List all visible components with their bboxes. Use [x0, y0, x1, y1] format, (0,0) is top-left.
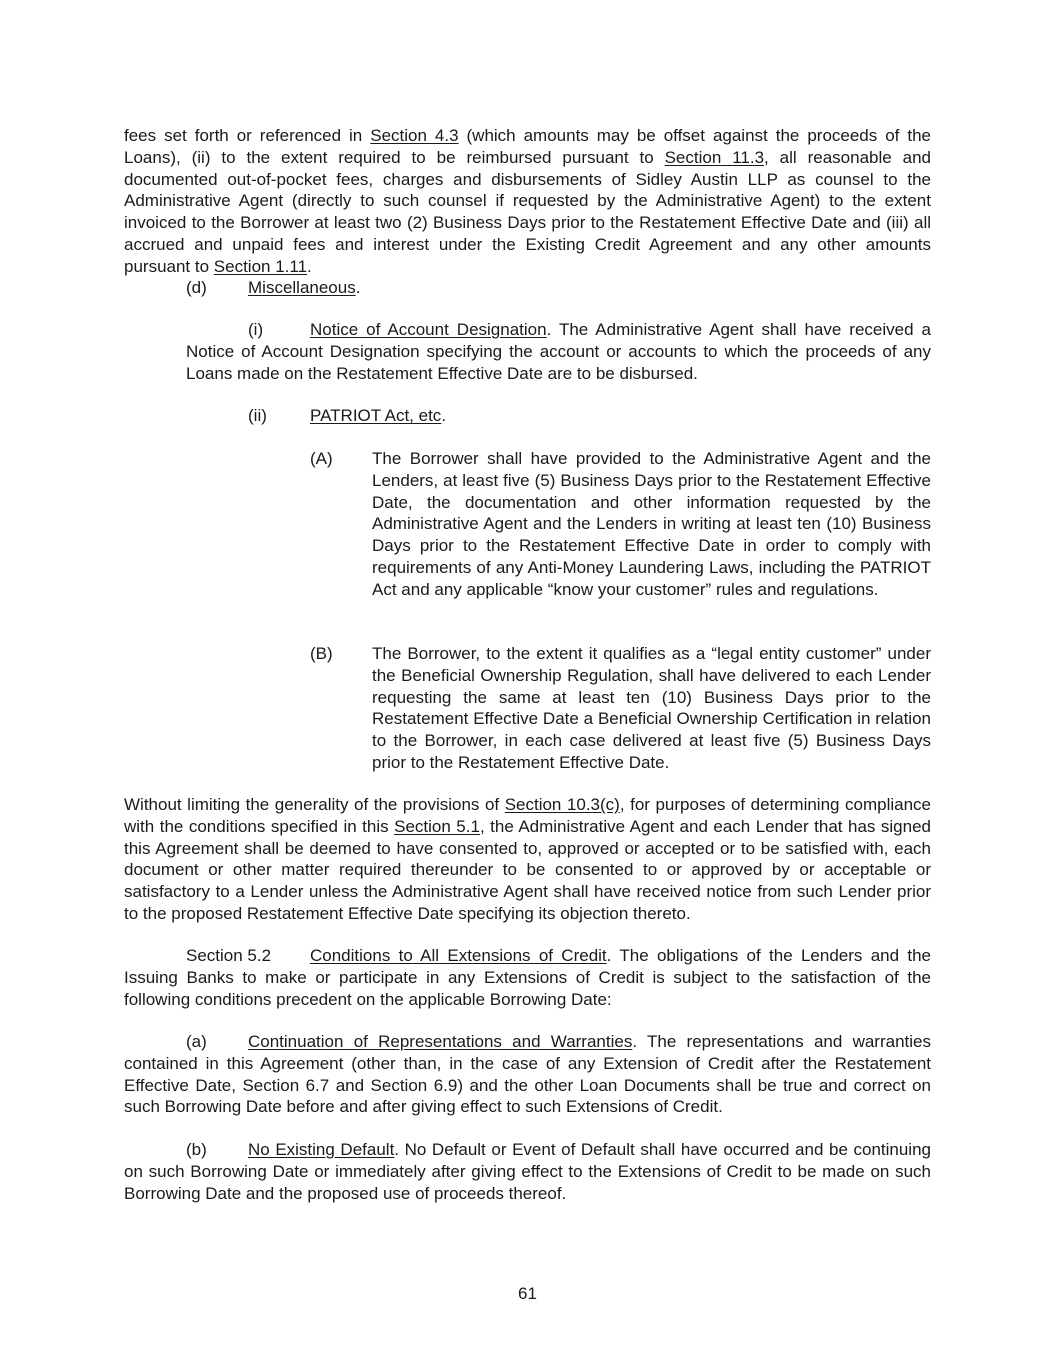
page-number: 61 [518, 1284, 537, 1303]
section-number: Section 5.2 [186, 946, 272, 965]
section-10-3-c-reference: Section 10.3(c) [504, 795, 620, 814]
text: . No Default or Event of Default shall have occurred and be continuing on such Borrowing Date or immediately after giving effect to the Extensions of Credit to be made on such Borrowing Date and the proposed use of proceeds thereof. [124, 1140, 931, 1203]
paragraph-without-limiting [124, 794, 931, 925]
text: , all reasonable and documented out-of-pocket fees, charges and disbursements of Sidley Austin LLP as counsel to the Administrative Agent (directly to such counsel if requested by the Administrative Agent) to the extent invoiced to the Borrower at least two (2) Business Days prior to the Restatement Effective Date and (iii) all accrued and unpaid fees and interest under the Existing Credit Agreement and any other amounts pursuant to [124, 147, 931, 276]
clause-label: (b) [186, 1140, 207, 1159]
text: Without limiting the generality of the provisions of [124, 795, 505, 814]
clause-text: The Borrower, to the extent it qualifies as a “legal entity customer” under the Beneficial Ownership Regulation, shall have delivered to each Lender requesting the same at least ten (10) Business Days prior to the Restatement Effective Date a Beneficial Ownership Certification in relation to the Borrower, in each case delivered at least five (5) Business Days prior to the Restatement Effective Date. [372, 644, 931, 772]
clause-label: (ii) [248, 406, 267, 425]
clause-text: The Borrower shall have provided to the Administrative Agent and the Lenders, at least five (5) Business Days prior to the Restatement Effective Date, the documentation and other information requested by the Administrative Agent and the Lenders in writing at least ten (10) Business Days prior to the Restatement Effective Date in order to comply with requirements of any Anti-Money Laundering Laws, including the PATRIOT Act and any applicable “know your customer” rules and regulations. [372, 449, 931, 599]
text: . The Administrative Agent shall have received a Notice of Account Designation specifying the account or accounts to which the proceeds of any Loans made on the Restatement Effective Date are to be disbursed. [186, 320, 931, 383]
section-11-3-reference: Section 11.3 [664, 147, 765, 167]
section-5-1-reference: Section 5.1 [394, 816, 480, 836]
clause-label: (i) [248, 320, 264, 339]
clause-title: Continuation of Representations and Warranties [248, 1032, 633, 1051]
text: . The representations and warranties contained in this Agreement (other than, in the case of any Extension of Credit after the Restatement Effective Date, Section 6.7 and Section 6.9) and the other Loan Documents shall be true and correct on such Borrowing Date before and after giving effect to such Extensions of Credit. [124, 1032, 931, 1117]
paragraph-fees [124, 125, 931, 278]
clause-title: No Existing Default [248, 1140, 395, 1159]
clause-A [310, 448, 931, 601]
clause-B [310, 643, 931, 774]
text: . The obligations of the Lenders and the Issuing Banks to make or participate in any Extensions of Credit is subject to the satisfaction of the following conditions precedent on the applicable Borrowing Date: [124, 946, 931, 1009]
section-title: Conditions to All Extensions of Credit [310, 946, 607, 965]
text: , for purposes of determining compliance with the conditions specified in this [124, 795, 932, 836]
subsection-title: Miscellaneous [248, 278, 356, 297]
clause-label: (A) [310, 449, 333, 468]
clause-title: PATRIOT Act, etc [310, 406, 442, 425]
text: . [355, 278, 361, 297]
paragraph-i-notice-of-account-designation [186, 319, 931, 384]
text: (which amounts may be offset against the proceeds of the Loans), (ii) to the extent required to be reimbursed pursuant to [124, 126, 931, 167]
section-5-2-paragraph [124, 945, 931, 1010]
text: , the Administrative Agent and each Lender that has signed this Agreement shall be deemed to have consented to, approved or accepted or to be satisfied with, each document or other matter required thereunder to be consented to or approved by or acceptable or satisfactory to a Lender unless the Administrative Agent shall have received notice from such Lender prior to the proposed Restatement Effective Date specifying its objection thereto. [124, 816, 931, 923]
section-4-3-reference: Section 4.3 [370, 126, 459, 145]
text: . [307, 256, 312, 276]
clause-title: Notice of Account Designation [310, 320, 547, 339]
clause-label: (B) [310, 644, 333, 663]
paragraph-a-representations [124, 1031, 931, 1118]
subsection-label: (d) [186, 278, 207, 297]
text: fees set forth or referenced in [124, 126, 371, 145]
section-1-11-reference: Section 1.11 [213, 256, 308, 276]
paragraph-b-no-existing-default [124, 1139, 931, 1204]
text: . [441, 406, 447, 425]
clause-label: (a) [186, 1032, 207, 1051]
